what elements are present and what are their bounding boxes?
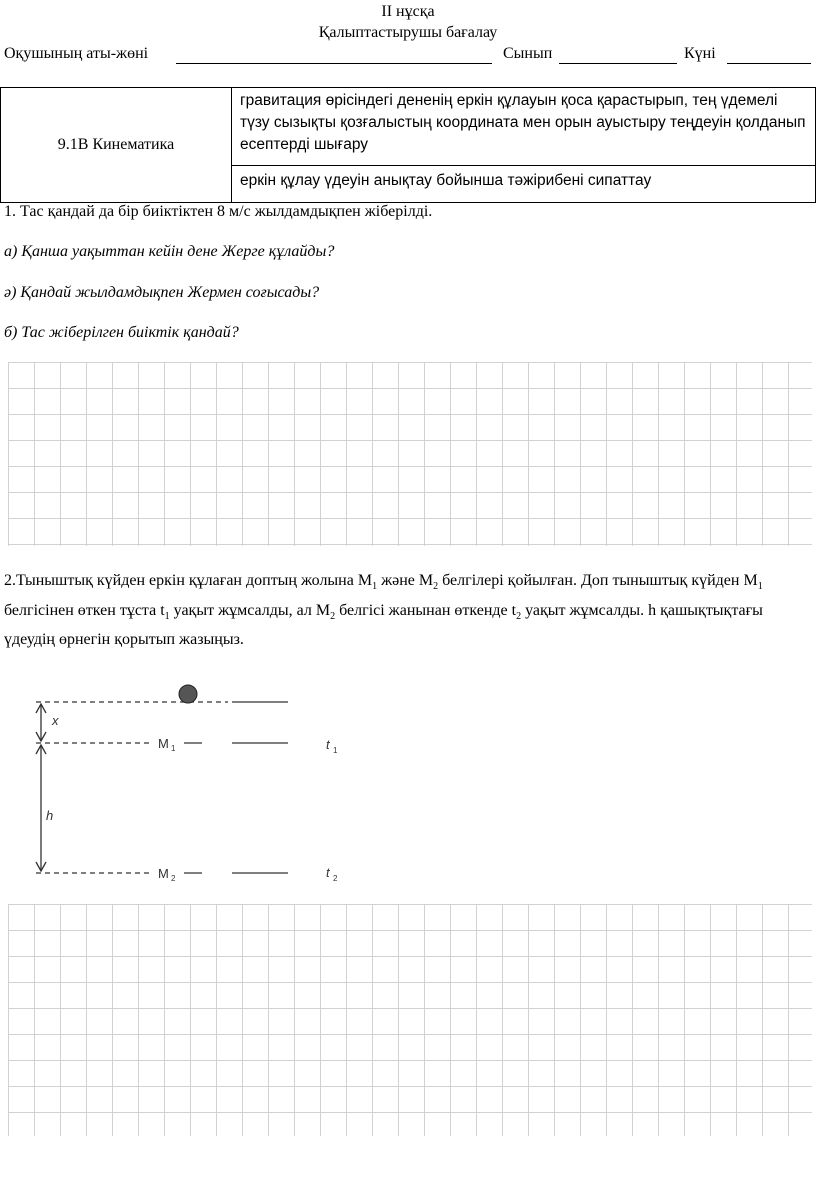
student-name-field[interactable]	[176, 63, 492, 64]
task2-part: белгісінен өткен тұста t	[4, 601, 165, 619]
task2-part: 2.Тыныштық күйден еркін құлаған доптың жолына М	[4, 572, 373, 589]
class-field[interactable]	[559, 63, 677, 64]
m1-label: M	[158, 736, 169, 751]
task2-sub: 2	[516, 610, 522, 622]
goal-cell-2	[232, 166, 816, 203]
t2-sub: 2	[333, 874, 338, 883]
objectives-table	[0, 87, 816, 203]
page-title: Қалыптастырушы бағалау	[318, 24, 498, 41]
answer-grid-1[interactable]	[8, 362, 812, 546]
task2-sub: 1	[164, 610, 170, 622]
task2-part: белгісі жанынан өткенде t	[335, 601, 517, 619]
day-label: Күні	[684, 45, 716, 62]
task2-part: белгілері қойылған. Доп тыныштық күйден М	[438, 572, 758, 589]
m1-sub: 1	[171, 744, 176, 753]
task2-part: және М	[377, 572, 434, 589]
h-label: h	[46, 808, 54, 823]
task2-sub: 2	[433, 581, 439, 593]
task1-text: 1. Тас қандай да бір биіктіктен 8 м/с жылдамдықпен жіберілді.	[4, 203, 433, 220]
topic-text: 9.1В Кинематика	[57, 136, 175, 153]
t1-label: t	[326, 737, 330, 752]
task1-question-ae: ә) Қандай жылдамдықпен Жермен соғысады?	[4, 284, 320, 301]
m2-label: M	[158, 866, 169, 881]
t2-label: t	[326, 865, 330, 880]
goal-cell-1	[232, 88, 816, 166]
task2-part: уақыт жұмсалды, ал М	[169, 601, 331, 619]
answer-grid-2[interactable]	[8, 904, 812, 1136]
t1-sub: 1	[333, 746, 338, 755]
variant-label: II нұсқа	[381, 3, 435, 20]
task2-sub: 2	[330, 610, 336, 622]
ball	[179, 685, 197, 703]
m2-sub: 2	[171, 874, 176, 883]
class-label: Сынып	[503, 45, 553, 62]
free-fall-diagram	[0, 670, 400, 900]
goal-1-text: гравитация өрісіндегі дененің еркін құлауын қоса қарастырып, тең үдемелі түзу сызықты қозғалыстың координата мен орын ауыстыру теңдеуін қолданып есептерді шығару	[240, 92, 806, 153]
task2-sub: 1	[372, 581, 378, 593]
task2-sub: 1	[757, 581, 763, 593]
day-field[interactable]	[727, 63, 811, 64]
x-label: x	[52, 713, 59, 728]
task2-text	[4, 569, 812, 652]
task2-part: уақыт жұмсалды. h қашықтықтағы үдеудің өрнегін қорытып жазыңыз.	[4, 601, 763, 649]
goal-2-text: еркін құлау үдеуін анықтау бойынша тәжірибені сипаттау	[240, 172, 652, 189]
topic-cell	[1, 88, 232, 203]
student-name-label: Оқушының аты-жөні	[4, 45, 149, 62]
task1-question-a: а) Қанша уақыттан кейін дене Жерге құлайды?	[4, 243, 335, 260]
task1-question-b: б) Тас жіберілген биіктік қандай?	[4, 324, 239, 341]
